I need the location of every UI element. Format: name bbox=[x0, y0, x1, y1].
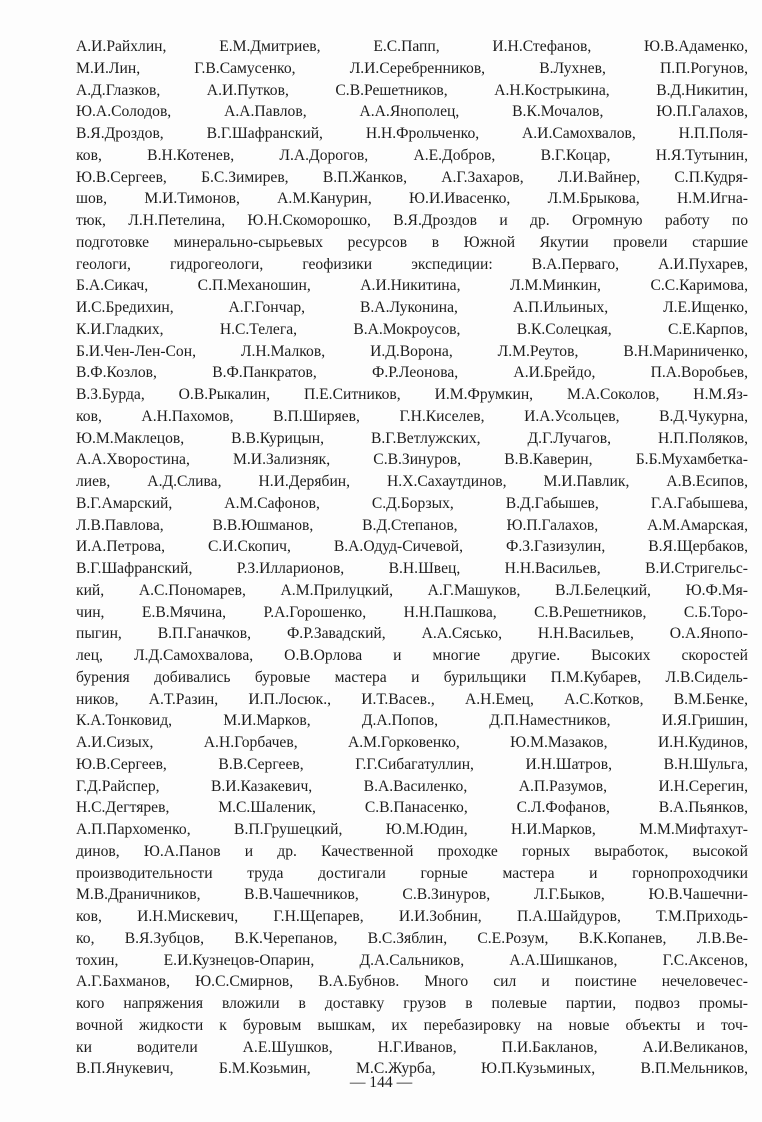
text-line: В.Г.Шафранский, Р.З.Илларионов, В.Н.Швец, Н.Н.Васильев, В.И.Стригельс- bbox=[76, 560, 748, 577]
text-line: кий, А.С.Пономарев, А.М.Прилуцкий, А.Г.Машуков, В.Л.Белецкий, Ю.Ф.Мя- bbox=[76, 581, 748, 599]
text-line: Б.И.Чен-Лен-Сон, Л.Н.Малков, И.Д.Ворона, Л.М.Реутов, В.Н.Мариниченко, bbox=[76, 342, 748, 360]
text-line: лец, Л.Д.Самохвалова, О.В.Орлова и многие другие. Высоких скоростей bbox=[76, 647, 748, 664]
text-line: лиев, А.Д.Слива, Н.И.Дерябин, Н.Х.Сахаутдинов, М.И.Павлик, А.В.Есипов, bbox=[76, 473, 748, 490]
text-line: ков, А.Н.Пахомов, В.П.Ширяев, Г.Н.Киселев, И.А.Усольцев, В.Д.Чукурна, bbox=[76, 407, 748, 425]
text-line: Ю.А.Солодов, А.А.Павлов, А.А.Янополец, В.К.Мочалов, Ю.П.Галахов, bbox=[76, 103, 748, 121]
text-line: В.Я.Дроздов, В.Г.Шафранский, Н.Н.Фрольченко, А.И.Самохвалов, Н.П.Поля- bbox=[76, 125, 748, 142]
text-line: А.П.Пархоменко, В.П.Грушецкий, Ю.М.Юдин, Н.И.Марков, М.М.Мифтахут- bbox=[76, 821, 748, 838]
text-line: И.С.Бредихин, А.Г.Гончар, В.А.Луконина, А.П.Ильиных, Л.Е.Ищенко, bbox=[76, 299, 748, 316]
text-line: пыгин, В.П.Ганачков, Ф.Р.Завадский, А.А.Сясько, Н.Н.Васильев, О.А.Янопо- bbox=[76, 625, 748, 643]
text-line: В.Г.Амарский, А.М.Сафонов, С.Д.Борзых, В.Д.Габышев, Г.А.Габышева, bbox=[76, 494, 748, 512]
text-line: ков, И.Н.Мискевич, Г.Н.Щепарев, И.И.Зобнин, П.А.Шайдуров, Т.М.Приходь- bbox=[76, 908, 748, 925]
text-line: К.И.Гладких, Н.С.Телега, В.А.Мокроусов, В.К.Солецкая, С.Е.Карпов, bbox=[76, 320, 748, 338]
text-line: кого напряжения вложили в доставку грузов в полевые партии, подвоз промы- bbox=[76, 995, 748, 1012]
text-line: В.П.Янукевич, Б.М.Козьмин, М.С.Журба, Ю.П.Кузьминых, В.П.Мельников, bbox=[76, 1060, 748, 1078]
text-line: вочной жидкости к буровым вышкам, их перебазировку на новые объекты и точ- bbox=[76, 1016, 748, 1034]
text-line: А.А.Хворостина, М.И.Зализняк, С.В.Зинуров, В.В.Каверин, Б.Б.Мухамбетка- bbox=[76, 451, 748, 469]
text-line: геологи, гидрогеологи, геофизики экспедиции: В.А.Перваго, А.И.Пухарев, bbox=[76, 255, 748, 273]
text-line: М.И.Лин, Г.В.Самусенко, Л.И.Серебренников, В.Лухнев, П.П.Рогунов, bbox=[76, 59, 748, 77]
text-line: динов, Ю.А.Панов и др. Качественной проходке горных выработок, высокой bbox=[76, 842, 748, 860]
text-line: К.А.Тонковид, М.И.Марков, Д.А.Попов, Д.П.Наместников, И.Я.Гришин, bbox=[76, 712, 748, 730]
text-line: В.Ф.Козлов, В.Ф.Панкратов, Ф.Р.Леонова, А.И.Брейдо, П.А.Воробьев, bbox=[76, 364, 748, 382]
text-line: А.Г.Бахманов, Ю.С.Смирнов, В.А.Бубнов. Много сил и поистине нечеловечес- bbox=[76, 973, 748, 991]
text-line: Ю.В.Сергеев, В.В.Сергеев, Г.Г.Сибагатуллин, И.Н.Шатров, В.Н.Шульга, bbox=[76, 755, 748, 773]
text-line: И.А.Петрова, С.И.Скопич, В.А.Одуд-Сичевой, Ф.З.Газизулин, В.Я.Щербаков, bbox=[76, 538, 748, 556]
text-line: чин, Е.В.Мячина, Р.А.Горошенко, Н.Н.Пашкова, С.В.Решетников, С.Б.Торо- bbox=[76, 603, 748, 621]
text-line: производительности труда достигали горные мастера и горнопроходчики bbox=[76, 864, 748, 882]
text-line: ки водители А.Е.Шушков, Н.Г.Иванов, П.И.Бакланов, А.И.Великанов, bbox=[76, 1038, 748, 1056]
text-line: А.Д.Глазков, А.И.Путков, С.В.Решетников, А.Н.Кострыкина, В.Д.Никитин, bbox=[76, 81, 748, 99]
text-line: Н.С.Дегтярев, М.С.Шаленик, С.В.Панасенко, С.Л.Фофанов, В.А.Пьянков, bbox=[76, 799, 748, 817]
text-line: ников, А.Т.Разин, И.П.Лосюк., И.Т.Васев., А.Н.Емец, А.С.Котков, В.М.Бенке, bbox=[76, 690, 748, 708]
text-line: Г.Д.Райспер, В.И.Казакевич, В.А.Василенко, А.П.Разумов, И.Н.Серегин, bbox=[76, 777, 748, 795]
page-number: — 144 — bbox=[349, 1074, 413, 1091]
text-line: Л.В.Павлова, В.В.Юшманов, В.Д.Степанов, Ю.П.Галахов, А.М.Амарская, bbox=[76, 516, 748, 534]
text-line: тюк, Л.Н.Петелина, Ю.Н.Скоморошко, В.Я.Дроздов и др. Огромную работу по bbox=[76, 212, 748, 229]
text-line: Б.А.Сикач, С.П.Механошин, А.И.Никитина, Л.М.Минкин, С.С.Каримова, bbox=[76, 277, 748, 295]
text-line: Ю.В.Сергеев, Б.С.Зимирев, В.П.Жанков, А.Г.Захаров, Л.И.Вайнер, С.П.Кудря- bbox=[76, 168, 748, 186]
text-line: тохин, Е.И.Кузнецов-Опарин, Д.А.Сальников, А.А.Шишканов, Г.С.Аксенов, bbox=[76, 951, 748, 969]
text-line: А.И.Райхлин, Е.М.Дмитриев, Е.С.Папп, И.Н.Стефанов, Ю.В.Адаменко, bbox=[76, 38, 748, 55]
text-line: бурения добивались буровые мастера и бурильщики П.М.Кубарев, Л.В.Сидель- bbox=[76, 668, 748, 686]
text-line: шов, М.И.Тимонов, А.М.Канурин, Ю.И.Ивасенко, Л.М.Брыкова, Н.М.Игна- bbox=[76, 190, 748, 208]
text-line: подготовке минерально-сырьевых ресурсов в Южной Якутии провели старшие bbox=[76, 233, 748, 251]
text-line: М.В.Драничников, В.В.Чашечников, С.В.Зинуров, Л.Г.Быков, Ю.В.Чашечни- bbox=[76, 886, 748, 904]
text-line: Ю.М.Маклецов, В.В.Курицын, В.Г.Ветлужских, Д.Г.Лучагов, Н.П.Поляков, bbox=[76, 429, 748, 447]
text-line: ко, В.Я.Зубцов, В.К.Черепанов, В.С.Зяблин, С.Е.Розум, В.К.Копанев, Л.В.Ве- bbox=[76, 929, 748, 947]
body-text bbox=[76, 36, 748, 1080]
text-line: ков, В.Н.Котенев, Л.А.Дорогов, А.Е.Добров, В.Г.Коцар, Н.Я.Тутынин, bbox=[76, 146, 748, 164]
text-line: В.З.Бурда, О.В.Рыкалин, П.Е.Ситников, И.М.Фрумкин, М.А.Соколов, Н.М.Яз- bbox=[76, 386, 748, 403]
text-line: А.И.Сизых, А.Н.Горбачев, А.М.Горковенко, Ю.М.Мазаков, И.Н.Кудинов, bbox=[76, 734, 748, 751]
